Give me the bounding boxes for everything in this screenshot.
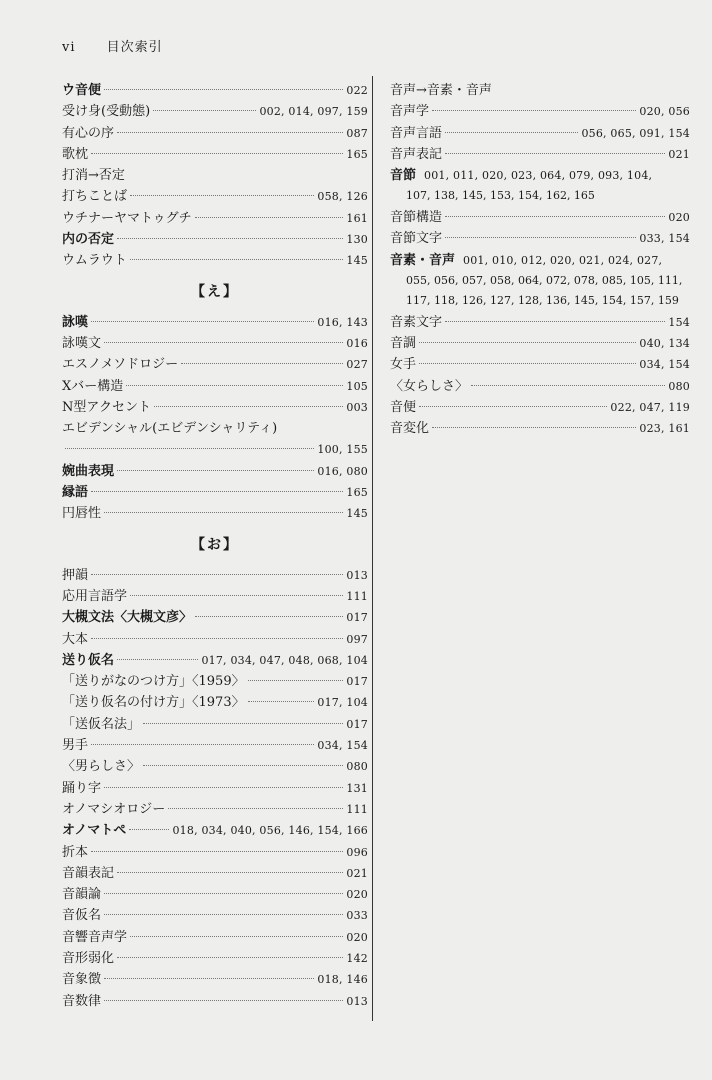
index-entry	[390, 228, 690, 249]
leader-dots	[130, 936, 343, 937]
leader-dots	[419, 363, 636, 364]
index-entry	[62, 101, 368, 122]
leader-dots	[248, 680, 344, 681]
entry-pages: 034, 154	[639, 358, 690, 372]
entry-term: 音仮名	[62, 908, 102, 924]
entry-term: 音形弱化	[62, 950, 115, 966]
entry-pages: 017, 034, 047, 048, 068, 104	[201, 653, 368, 667]
entry-pages: 096	[346, 845, 368, 859]
leader-dots	[117, 470, 314, 471]
index-entry-onso	[390, 250, 690, 312]
entry-pages: 016, 143	[317, 315, 368, 329]
entry-pages: 080	[346, 760, 368, 774]
entry-term: 有心の序	[62, 125, 115, 141]
index-entry	[62, 863, 368, 884]
index-group-e	[62, 312, 368, 525]
index-entry	[62, 80, 368, 101]
index-entry	[62, 842, 368, 863]
entry-pages: 033, 154	[639, 232, 690, 246]
entry-term: 縁語	[62, 485, 89, 501]
leader-dots	[104, 342, 343, 343]
leader-dots	[181, 363, 343, 364]
entry-pages: 111	[346, 802, 368, 816]
leader-dots	[104, 893, 343, 894]
leader-dots	[195, 616, 343, 617]
entry-pages: 111	[346, 589, 368, 603]
index-entry	[62, 144, 368, 165]
leader-dots	[195, 217, 344, 218]
left-column	[62, 80, 368, 1012]
index-entry	[62, 312, 368, 333]
index-entry	[62, 969, 368, 990]
entry-pages: 001, 010, 012, 020, 021, 024, 027,	[463, 253, 663, 267]
entry-term: 内の否定	[62, 232, 115, 248]
index-entry	[62, 250, 368, 271]
entry-pages: 021	[668, 147, 690, 161]
index-entry	[62, 905, 368, 926]
leader-dots	[91, 491, 343, 492]
entry-pages: 154	[668, 315, 690, 329]
entry-term: 音象徴	[62, 972, 102, 988]
index-entry	[62, 418, 368, 439]
entry-term: ウチナーヤマトゥグチ	[62, 210, 192, 226]
index-group-o	[62, 565, 368, 1012]
entry-term: 音調	[390, 336, 417, 352]
entry-term: 円唇性	[62, 506, 102, 522]
leader-dots	[91, 851, 343, 852]
entry-pages: 022	[346, 84, 368, 97]
index-entry	[390, 101, 690, 122]
index-entry	[62, 799, 368, 820]
entry-term: 婉曲表現	[62, 463, 115, 479]
leader-dots	[91, 638, 343, 639]
entry-term: 大本	[62, 631, 89, 647]
leader-dots	[168, 808, 343, 809]
leader-dots	[104, 512, 343, 513]
leader-dots	[91, 574, 343, 575]
index-group-right-2	[390, 207, 690, 250]
index-entry	[390, 312, 690, 333]
entry-pages: 145	[346, 254, 368, 268]
entry-term: 踊り字	[62, 780, 102, 796]
index-entry	[62, 607, 368, 628]
leader-dots	[104, 978, 314, 979]
index-entry	[62, 503, 368, 524]
entry-pages: 161	[346, 211, 368, 225]
leader-dots	[419, 406, 607, 407]
entry-term: 打消→否定	[62, 168, 125, 184]
page-title: 目次索引	[106, 40, 163, 55]
entry-term: 音数律	[62, 993, 102, 1009]
leader-dots	[117, 132, 343, 133]
index-entry	[62, 927, 368, 948]
leader-dots	[419, 342, 636, 343]
leader-dots	[65, 448, 314, 449]
entry-term: 音声学	[390, 104, 430, 120]
leader-dots	[129, 829, 169, 830]
entry-term: 受け身(受動態)	[62, 104, 151, 120]
entry-term: Xバー構造	[62, 378, 124, 394]
entry-term: ウムラウト	[62, 253, 127, 269]
leader-dots	[117, 872, 343, 873]
entry-term: 大槻文法〈大槻文彦〉	[62, 610, 193, 626]
entry-pages: 145	[346, 507, 368, 521]
entry-pages: 130	[346, 233, 368, 247]
entry-term: エビデンシャル(エビデンシャリティ)	[62, 421, 278, 437]
entry-pages: 018, 034, 040, 056, 146, 154, 166	[172, 824, 368, 838]
index-entry	[390, 354, 690, 375]
entry-pages: 017	[346, 717, 368, 731]
index-entry	[62, 354, 368, 375]
entry-pages: 001, 011, 020, 023, 064, 079, 093, 104,	[424, 169, 653, 183]
index-entry	[62, 820, 368, 841]
index-group-right-1	[390, 80, 690, 165]
right-column	[390, 80, 690, 440]
index-entry	[62, 229, 368, 250]
index-entry	[62, 482, 368, 503]
page-header	[62, 36, 163, 55]
index-entry	[62, 439, 368, 460]
entry-term: 「送仮名法」	[62, 716, 141, 732]
leader-dots	[445, 216, 665, 217]
index-entry	[62, 692, 368, 713]
entry-pages-continued: 117, 118, 126, 127, 128, 136, 145, 154, 157, 159	[406, 294, 679, 308]
leader-dots	[104, 914, 343, 915]
entry-pages-continued: 055, 056, 057, 058, 064, 072, 078, 085, 105, 111,	[406, 273, 683, 287]
leader-dots	[153, 110, 256, 111]
entry-pages: 020, 056	[639, 105, 690, 119]
index-entry	[62, 884, 368, 905]
leader-dots	[445, 237, 636, 238]
leader-dots	[471, 385, 665, 386]
index-entry	[62, 461, 368, 482]
index-entry	[390, 333, 690, 354]
entry-term: 折本	[62, 844, 89, 860]
entry-term: 音素文字	[390, 314, 443, 330]
entry-pages: 165	[346, 486, 368, 500]
leader-dots	[130, 195, 314, 196]
entry-pages-continued: 107, 138, 145, 153, 154, 162, 165	[406, 189, 595, 203]
leader-dots	[117, 957, 343, 958]
index-entry	[62, 165, 368, 186]
entry-pages: 002, 014, 097, 159	[259, 105, 368, 119]
index-entry	[62, 333, 368, 354]
index-entry	[62, 735, 368, 756]
leader-dots	[130, 595, 343, 596]
entry-term: 「送りがなのつけ方」〈1959〉	[62, 674, 245, 690]
index-entry	[390, 397, 690, 418]
entry-pages: 105	[346, 379, 368, 393]
leader-dots	[104, 1000, 343, 1001]
leader-dots	[445, 153, 665, 154]
entry-pages: 016	[346, 336, 368, 350]
entry-pages: 058, 126	[317, 190, 368, 204]
entry-pages: 018, 146	[317, 973, 368, 987]
entry-term: 音便	[390, 400, 417, 416]
entry-pages: 100, 155	[317, 443, 368, 457]
entry-pages: 080	[668, 379, 690, 393]
entry-pages: 013	[346, 568, 368, 582]
index-entry	[390, 144, 690, 165]
entry-term: 歌枕	[62, 146, 89, 162]
entry-term: 音素・音声	[390, 252, 456, 268]
page-number: vi	[62, 40, 76, 55]
entry-pages: 017	[346, 611, 368, 625]
entry-pages: 021	[346, 866, 368, 880]
entry-pages: 040, 134	[639, 337, 690, 351]
entry-term: 送り仮名	[62, 652, 115, 668]
entry-term: オノマシオロジー	[62, 801, 166, 817]
index-entry	[62, 208, 368, 229]
leader-dots	[445, 132, 578, 133]
index-entry	[62, 991, 368, 1012]
entry-term: 〈男らしさ〉	[62, 759, 141, 775]
index-entry	[62, 397, 368, 418]
entry-pages: 020	[346, 888, 368, 902]
entry-term: 音節文字	[390, 231, 443, 247]
entry-term: 音変化	[390, 421, 430, 437]
index-entry	[62, 123, 368, 144]
index-entry	[390, 80, 690, 101]
index-entry	[62, 629, 368, 650]
entry-pages: 022, 047, 119	[610, 401, 690, 415]
leader-dots	[117, 238, 343, 239]
leader-dots	[91, 153, 343, 154]
entry-term: 〈女らしさ〉	[390, 378, 469, 394]
index-entry	[62, 714, 368, 735]
entry-term: 音響音声学	[62, 929, 128, 945]
entry-pages: 017, 104	[317, 696, 368, 710]
index-entry	[390, 376, 690, 397]
entry-pages: 027	[346, 358, 368, 372]
index-entry	[390, 123, 690, 144]
entry-term: 応用言語学	[62, 588, 128, 604]
leader-dots	[445, 321, 665, 322]
entry-pages: 056, 065, 091, 154	[581, 126, 690, 140]
leader-dots	[143, 765, 343, 766]
entry-term: オノマトペ	[62, 823, 127, 839]
leader-dots	[91, 321, 314, 322]
entry-pages: 016, 080	[317, 464, 368, 478]
entry-term: 「送り仮名の付け方」〈1973〉	[62, 695, 245, 711]
entry-term: 音韻論	[62, 887, 102, 903]
entry-term: N型アクセント	[62, 399, 151, 415]
entry-term: 音声表記	[390, 146, 443, 162]
entry-pages: 165	[346, 147, 368, 161]
leader-dots	[432, 427, 636, 428]
column-divider	[372, 76, 373, 1021]
leader-dots	[432, 110, 636, 111]
index-entry	[62, 650, 368, 671]
index-entry	[62, 565, 368, 586]
entry-pages: 003	[346, 400, 368, 414]
entry-pages: 142	[346, 951, 368, 965]
entry-term: ウ音便	[62, 83, 102, 98]
entry-pages: 131	[346, 781, 368, 795]
entry-term: 音節	[390, 168, 417, 184]
index-entry	[62, 671, 368, 692]
entry-pages: 013	[346, 994, 368, 1008]
section-heading-e: 【え】	[191, 283, 239, 300]
index-entry	[62, 586, 368, 607]
entry-term: 打ちことば	[62, 189, 128, 205]
index-group-u	[62, 80, 368, 272]
leader-dots	[126, 385, 343, 386]
leader-dots	[104, 89, 343, 90]
index-entry	[62, 376, 368, 397]
entry-pages: 020	[668, 210, 690, 224]
entry-pages: 087	[346, 126, 368, 140]
entry-pages: 033	[346, 909, 368, 923]
entry-term: 詠嘆	[62, 314, 89, 330]
leader-dots	[104, 787, 343, 788]
index-group-right-3	[390, 312, 690, 440]
index-entry	[62, 186, 368, 207]
leader-dots	[130, 259, 344, 260]
section-heading-o: 【お】	[191, 536, 239, 553]
entry-pages: 097	[346, 632, 368, 646]
entry-pages: 020	[346, 930, 368, 944]
entry-pages: 023, 161	[639, 422, 690, 436]
leader-dots	[154, 406, 343, 407]
entry-pages: 017	[346, 675, 368, 689]
entry-term: エスノメソドロジー	[62, 357, 179, 373]
entry-term: 女手	[390, 357, 417, 373]
entry-term: 音節構造	[390, 209, 443, 225]
leader-dots	[143, 723, 343, 724]
index-entry	[62, 948, 368, 969]
leader-dots	[248, 701, 315, 702]
leader-dots	[91, 744, 314, 745]
entry-term: 男手	[62, 738, 89, 754]
entry-term: 音声言語	[390, 125, 443, 141]
entry-term: 音声→音素・音声	[390, 83, 492, 98]
entry-pages: 034, 154	[317, 739, 368, 753]
entry-term: 音韻表記	[62, 865, 115, 881]
index-entry-onsetsu	[390, 165, 690, 207]
index-entry	[62, 778, 368, 799]
entry-term: 押韻	[62, 567, 89, 583]
index-entry	[390, 207, 690, 228]
index-entry	[62, 756, 368, 777]
index-entry	[390, 418, 690, 439]
entry-term: 詠嘆文	[62, 335, 102, 351]
leader-dots	[117, 659, 198, 660]
